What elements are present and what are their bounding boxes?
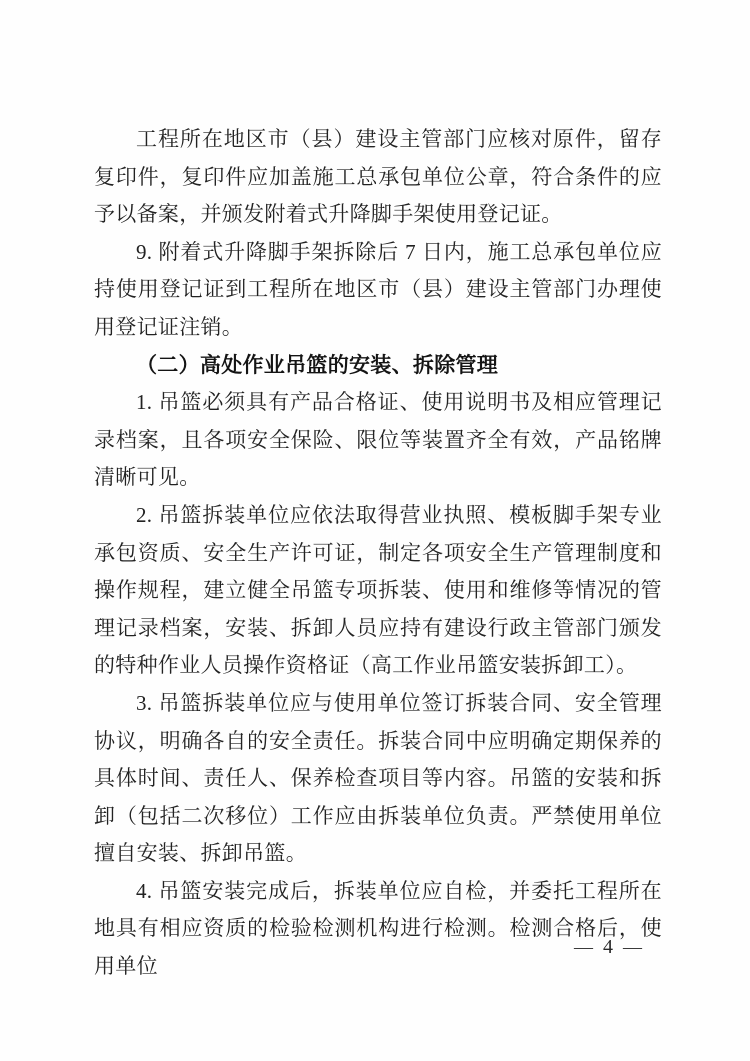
paragraph-item-3: 3. 吊篮拆装单位应与使用单位签订拆装合同、安全管理协议，明确各自的安全责任。拆装合同中应明确定期保养的具体时间、责任人、保养检查项目等内容。吊篮的安装和拆卸（包括二次移位）工作应由拆装单位负责。严禁使用单位擅自安装、拆卸吊篮。 (94, 690, 662, 866)
document-body (94, 121, 662, 986)
paragraph-item-2: 2. 吊篮拆装单位应依法取得营业执照、模板脚手架专业承包资质、安全生产许可证，制定各项安全生产管理制度和操作规程，建立健全吊篮专项拆装、使用和维修等情况的管理记录档案，安装、拆卸人员应持有建设行政主管部门颁发的特种作业人员操作资格证（高工作业吊篮安装拆卸工）。 (94, 502, 662, 678)
footer-dash-left: — (574, 937, 593, 958)
paragraph-item-1: 1. 吊篮必须具有产品合格证、使用说明书及相应管理记录档案，且各项安全保险、限位等装置齐全有效，产品铭牌清晰可见。 (94, 390, 662, 490)
paragraph-item-9: 9. 附着式升降脚手架拆除后 7 日内，施工总承包单位应持使用登记证到工程所在地区市（县）建设主管部门办理使用登记证注销。 (94, 239, 662, 339)
page-footer (574, 936, 642, 959)
section-heading: （二）高处作业吊篮的安装、拆除管理 (136, 352, 499, 377)
page-number: 4 (603, 936, 613, 958)
footer-dash-right: — (623, 937, 642, 958)
paragraph-item-4: 4. 吊篮安装完成后，拆装单位应自检，并委托工程所在地具有相应资质的检验检测机构进行检测。检测合格后，使用单位 (94, 878, 662, 979)
paragraph-intro: 工程所在地区市（县）建设主管部门应核对原件，留存复印件，复印件应加盖施工总承包单位公章，符合条件的应予以备案，并颁发附着式升降脚手架使用登记证。 (94, 127, 662, 227)
